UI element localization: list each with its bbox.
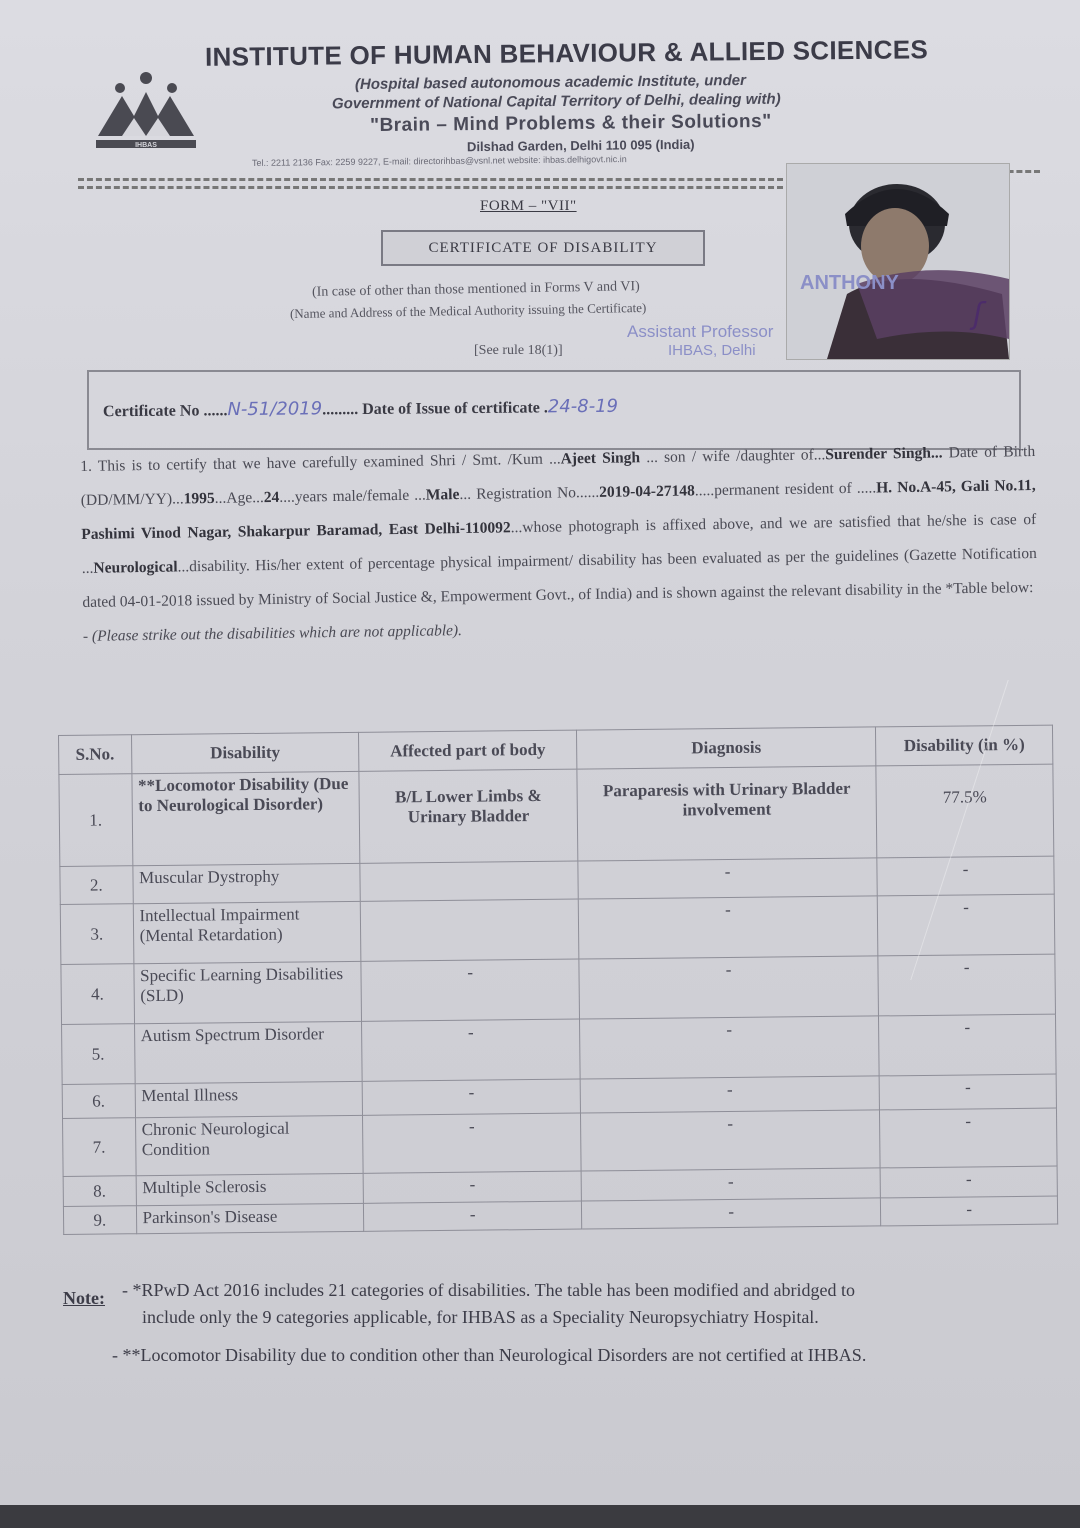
header-contact: Tel.: 2211 2136 Fax: 2259 9227, E-mail: directorihbas@vsnl.net website: ihbas.delhigovt.nic.in bbox=[251, 154, 627, 168]
cell-disability: Mental Illness bbox=[135, 1081, 363, 1117]
date-of-birth: 1995 bbox=[183, 489, 215, 508]
patient-name: Ajeet Singh bbox=[560, 449, 641, 468]
cell-affected-part: - bbox=[362, 1019, 580, 1081]
cell-percent: - bbox=[877, 894, 1054, 956]
cert-no-value: N-51/2019 bbox=[227, 398, 323, 421]
cell-disability: Autism Spectrum Disorder bbox=[134, 1021, 362, 1083]
cell-sno: 5. bbox=[62, 1024, 135, 1085]
cell-affected-part: - bbox=[361, 959, 579, 1021]
cell-sno: 6. bbox=[62, 1084, 135, 1119]
text: ... son / wife /daughter of... bbox=[639, 446, 826, 467]
authority-note-2: (Name and Address of the Medical Authority issuing the Certificate) bbox=[289, 299, 647, 322]
certificate-number-line bbox=[103, 396, 618, 421]
svg-text:ʃ: ʃ bbox=[973, 297, 984, 332]
date-label: ......... Date of Issue of certificate . bbox=[322, 399, 548, 419]
cell-disability: Multiple Sclerosis bbox=[136, 1173, 364, 1205]
note-label: Note: bbox=[63, 1288, 105, 1308]
certificate-title bbox=[381, 230, 705, 266]
cell-disability: Muscular Dystrophy bbox=[132, 863, 360, 903]
header-line-1: (Hospital based autonomous academic Institute, under bbox=[354, 71, 746, 94]
note-1b: include only the 9 categories applicable, for IHBAS as a Speciality Neuropsychiatry Hospital. bbox=[142, 1307, 819, 1327]
cell-affected-part: - bbox=[363, 1171, 581, 1203]
svg-text:IHBAS: IHBAS bbox=[135, 142, 157, 149]
cell-diagnosis: - bbox=[578, 858, 878, 899]
cell-disability: Chronic Neurological Condition bbox=[135, 1115, 363, 1175]
divider bbox=[78, 186, 783, 189]
age: 24 bbox=[263, 488, 280, 507]
stamp-title: Assistant Professor bbox=[627, 322, 774, 341]
disability-table bbox=[58, 725, 1058, 1235]
rule-reference: [See rule 18(1)] bbox=[474, 343, 563, 358]
note-1a: - *RPwD Act 2016 includes 21 categories of disabilities. The table has been modified and abridged to bbox=[122, 1280, 855, 1300]
text: .....permanent resident of ..... bbox=[694, 479, 877, 500]
cell-percent: - bbox=[879, 1074, 1056, 1110]
cell-diagnosis: - bbox=[581, 1168, 881, 1201]
cell-diagnosis: - bbox=[579, 956, 879, 1019]
cell-sno: 7. bbox=[63, 1118, 136, 1177]
text: 1. This is to certify that we have carefully examined Shri / Smt. /Kum ... bbox=[80, 450, 561, 475]
column-header: Affected part of body bbox=[359, 730, 577, 771]
text: Date of Birth (DD/MM/YY)... bbox=[80, 442, 1036, 509]
cell-diagnosis: - bbox=[581, 1198, 881, 1229]
institute-name: INSTITUTE OF HUMAN BEHAVIOUR & ALLIED SCIENCES bbox=[204, 34, 929, 72]
table-row bbox=[62, 1014, 1057, 1084]
header-address: Dilshad Garden, Delhi 110 095 (India) bbox=[466, 136, 695, 155]
cell-percent: - bbox=[881, 1196, 1058, 1226]
strike-note: - (Please strike out the disabilities which are not applicable). bbox=[82, 622, 463, 645]
photo-edge bbox=[0, 1505, 1080, 1528]
cell-disability: Parkinson's Disease bbox=[136, 1203, 364, 1233]
stamp-place: IHBAS, Delhi bbox=[668, 342, 756, 359]
photo-image bbox=[787, 164, 1009, 359]
table-row bbox=[63, 1108, 1058, 1176]
date-value: 24-8-19 bbox=[547, 395, 619, 418]
cell-sno: 2. bbox=[60, 866, 133, 905]
cell-diagnosis: - bbox=[579, 1016, 879, 1079]
cell-percent: - bbox=[880, 1166, 1057, 1198]
cell-percent: - bbox=[880, 1108, 1057, 1168]
note-2: - **Locomotor Disability due to condition other than Neurological Disorders are not certified at IHBAS. bbox=[112, 1345, 867, 1365]
cell-disability: Intellectual Impairment (Mental Retardation) bbox=[133, 901, 361, 963]
cell-sno: 3. bbox=[60, 904, 133, 965]
applicant-photo bbox=[786, 163, 1010, 360]
cell-disability: Specific Learning Disabilities (SLD) bbox=[133, 961, 361, 1023]
authority-note-1: (In case of other than those mentioned in Forms V and VI) bbox=[311, 279, 640, 300]
cert-no-label: Certificate No ...... bbox=[102, 402, 228, 421]
text: ...disability. His/her extent of percentage physical impairment/ disability has been evaluated as per the guidelines (Gazette Notification dated 04-01-2018 issued by Ministry of Social Justice &, Empowerment Govt., of India) and is shown against the relevant disability in the *Table below: bbox=[82, 544, 1037, 611]
form-number: FORM – "VII" bbox=[480, 198, 577, 214]
cell-percent: 77.5% bbox=[876, 764, 1054, 858]
father-name: Surender Singh... bbox=[825, 444, 943, 464]
table-row bbox=[61, 954, 1056, 1024]
divider bbox=[78, 178, 783, 181]
cell-sno: 4. bbox=[61, 964, 134, 1025]
cell-affected-part: B/L Lower Limbs & Urinary Bladder bbox=[359, 769, 578, 863]
cell-affected-part: - bbox=[363, 1113, 581, 1173]
cell-affected-part bbox=[361, 899, 579, 961]
cell-diagnosis: - bbox=[578, 896, 878, 959]
sex: Male bbox=[425, 486, 460, 504]
ihbas-logo-icon bbox=[92, 70, 200, 152]
cell-sno: 1. bbox=[59, 774, 132, 867]
column-header: Disability (in %) bbox=[876, 725, 1053, 766]
text: ...whose photograph is affixed above, and we are satisfied that he/she is case of ... bbox=[81, 510, 1037, 577]
cell-diagnosis: - bbox=[580, 1110, 880, 1171]
registration-number: 2019-04-27148 bbox=[599, 482, 695, 501]
header-line-2: Government of National Capital Territory of Delhi, dealing with) bbox=[331, 90, 781, 113]
text: ...Age... bbox=[214, 489, 264, 507]
text: ... Registration No...... bbox=[459, 483, 600, 504]
stamp-name: ANTHONY bbox=[800, 272, 899, 294]
cell-affected-part bbox=[360, 861, 578, 901]
cell-diagnosis: Paraparesis with Urinary Bladder involvement bbox=[577, 766, 877, 861]
cell-sno: 8. bbox=[63, 1176, 136, 1207]
text: ....years male/female ... bbox=[279, 486, 426, 506]
address: H. No.A-45, Gali No.11, Pashimi Vinod Nagar, Shakarpur Baramad, East Delhi-110092 bbox=[81, 476, 1036, 543]
cell-diagnosis: - bbox=[580, 1076, 880, 1113]
column-header: S.No. bbox=[59, 735, 132, 775]
table-row bbox=[60, 894, 1055, 964]
cell-disability: **Locomotor Disability (Due to Neurological Disorder) bbox=[131, 771, 360, 865]
certificate-title-text: CERTIFICATE OF DISABILITY bbox=[428, 239, 658, 256]
cell-sno: 9. bbox=[63, 1206, 136, 1235]
cell-percent: - bbox=[878, 954, 1055, 1016]
cell-affected-part: - bbox=[364, 1201, 582, 1231]
disability-type: Neurological bbox=[93, 558, 178, 577]
cell-percent: - bbox=[879, 1014, 1056, 1076]
cell-affected-part: - bbox=[362, 1079, 580, 1115]
cell-percent: - bbox=[877, 856, 1054, 896]
column-header: Diagnosis bbox=[576, 727, 876, 769]
table-row bbox=[59, 764, 1054, 866]
certification-paragraph bbox=[80, 435, 1038, 654]
column-header: Disability bbox=[131, 732, 359, 773]
header-tagline: "Brain – Mind Problems & their Solutions" bbox=[369, 110, 772, 137]
